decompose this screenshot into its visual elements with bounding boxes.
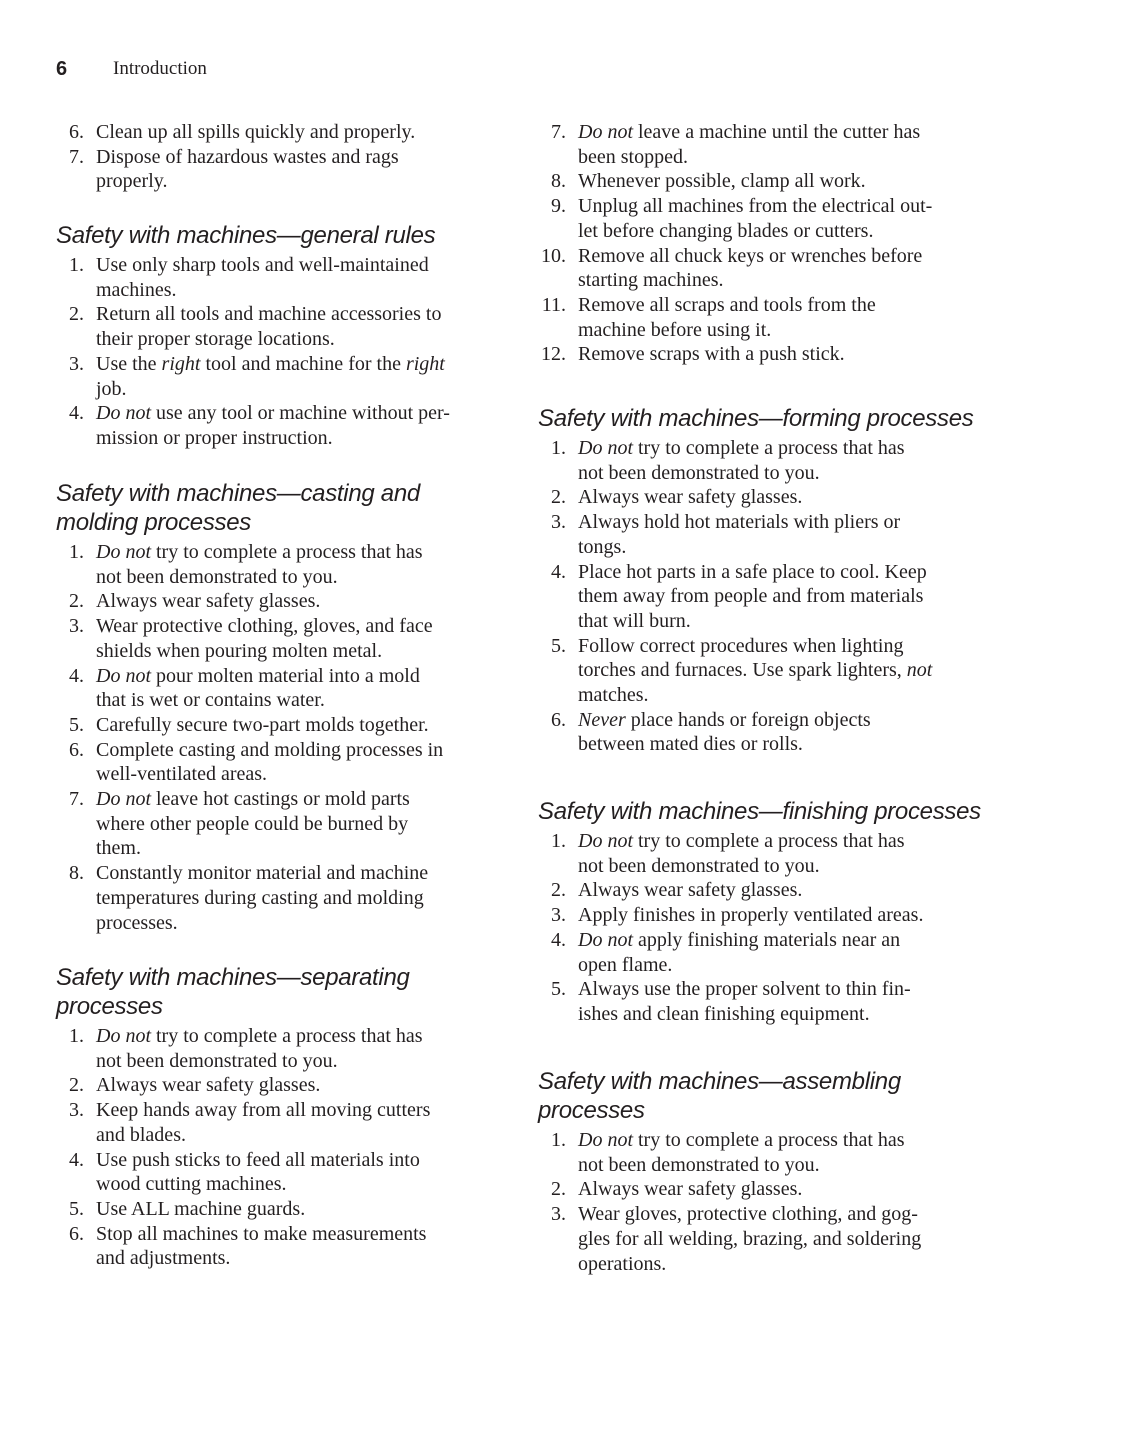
section-heading <box>538 797 981 826</box>
item-number: 10. <box>541 244 566 267</box>
item-number: 3. <box>551 904 566 927</box>
item-line: Do not leave a machine until the cutter has <box>578 121 921 143</box>
item-line: and blades. <box>96 1123 186 1146</box>
list-item <box>56 1148 430 1197</box>
list-item <box>538 1202 921 1276</box>
item-line: between mated dies or rolls. <box>578 733 803 756</box>
emphasis-text: Do not <box>96 664 151 687</box>
item-line: Always wear safety glasses. <box>578 1178 803 1201</box>
item-line: Do not try to complete a process that has <box>578 437 905 459</box>
item-line: matches. <box>578 684 649 707</box>
item-line: and adjustments. <box>96 1247 231 1270</box>
item-number: 9. <box>551 195 566 218</box>
item-number: 4. <box>551 928 566 951</box>
item-line: machine before using it. <box>578 318 772 341</box>
list-item <box>538 485 973 510</box>
item-number: 4. <box>69 1148 84 1171</box>
item-line: Do not leave hot castings or mold parts <box>96 788 410 811</box>
list-item <box>56 861 443 935</box>
item-line: gles for all welding, brazing, and soldering <box>578 1227 922 1250</box>
item-line: Whenever possible, clamp all work. <box>578 170 866 193</box>
item-line: not been demonstrated to you. <box>578 1153 820 1176</box>
item-line: Do not try to complete a process that has <box>96 541 423 563</box>
heading-line: Safety with machines—separating <box>56 964 410 991</box>
item-line: Use only sharp tools and well-maintained <box>96 254 429 276</box>
item-number: 1. <box>551 1129 566 1151</box>
item-line: Do not try to complete a process that has <box>96 1025 423 1047</box>
item-line: tongs. <box>578 535 627 558</box>
item-number: 1. <box>551 830 566 852</box>
item-number: 5. <box>551 978 566 1001</box>
list-item <box>538 708 973 757</box>
list-item <box>538 928 981 977</box>
item-number: 2. <box>551 486 566 509</box>
item-number: 6. <box>69 1222 84 1245</box>
item-number: 6. <box>551 708 566 731</box>
section-casting-molding <box>56 479 443 935</box>
item-number: 1. <box>69 254 84 276</box>
item-line: Always wear safety glasses. <box>96 1074 321 1097</box>
list-item <box>56 664 443 713</box>
item-number: 2. <box>551 1178 566 1201</box>
item-line: Do not try to complete a process that has <box>578 1129 905 1151</box>
list-item <box>56 540 443 589</box>
item-line: Wear protective clothing, gloves, and face <box>96 615 433 638</box>
list-item <box>538 878 981 903</box>
list-item <box>56 1098 430 1147</box>
list-item <box>56 614 443 663</box>
item-line: Unplug all machines from the electrical out- <box>578 195 933 218</box>
item-line: Use push sticks to feed all materials into <box>96 1148 420 1171</box>
item-number: 3. <box>69 1099 84 1122</box>
item-line: Wear gloves, protective clothing, and gog- <box>578 1203 918 1226</box>
emphasis-text: Do not <box>96 1025 151 1047</box>
emphasis-text: Do not <box>578 928 633 951</box>
emphasis-text: Do not <box>578 121 633 143</box>
list-item <box>538 120 932 169</box>
heading-line: Safety with machines—casting and <box>56 480 420 507</box>
heading-line: Safety with machines—finishing processes <box>538 798 981 825</box>
item-line: not been demonstrated to you. <box>578 854 820 877</box>
item-number: 1. <box>69 541 84 563</box>
item-line: them away from people and from materials <box>578 585 924 608</box>
item-line: Clean up all spills quickly and properly. <box>96 121 416 143</box>
item-line: them. <box>96 837 141 860</box>
item-number: 4. <box>69 402 84 425</box>
item-number: 2. <box>69 1074 84 1097</box>
item-line: Stop all machines to make measurements <box>96 1222 427 1245</box>
emphasis-text: Do not <box>578 1129 633 1151</box>
item-number: 1. <box>69 1025 84 1047</box>
list-item <box>538 342 932 367</box>
item-line: Always hold hot materials with pliers or <box>578 511 901 534</box>
heading-line: processes <box>56 993 163 1020</box>
item-line: torches and furnaces. Use spark lighters, not <box>578 659 933 682</box>
list-item <box>56 713 443 738</box>
list-item <box>538 977 981 1026</box>
item-number: 2. <box>69 590 84 613</box>
item-line: Remove scraps with a push stick. <box>578 343 845 366</box>
item-line: Do not use any tool or machine without per- <box>96 402 450 425</box>
section-heading <box>538 1067 921 1125</box>
list-item <box>538 436 973 485</box>
page-number: 6 <box>56 58 68 80</box>
item-number: 12. <box>541 343 566 366</box>
emphasis-text: right <box>405 352 445 375</box>
item-line: Always use the proper solvent to thin fin- <box>578 978 911 1001</box>
list-item <box>538 903 981 928</box>
section-heading <box>56 479 443 537</box>
item-line: Follow correct procedures when lighting <box>578 634 904 657</box>
emphasis-text: right <box>161 352 201 375</box>
item-line: starting machines. <box>578 269 724 292</box>
heading-line: molding processes <box>56 509 251 536</box>
item-number: 4. <box>551 560 566 583</box>
item-line: Do not apply finishing materials near an <box>578 928 901 951</box>
item-number: 11. <box>541 293 566 316</box>
item-line: open flame. <box>578 953 673 976</box>
section-finishing <box>538 797 981 1027</box>
list-item <box>56 352 450 401</box>
item-line: Always wear safety glasses. <box>96 590 321 613</box>
item-number: 4. <box>69 664 84 687</box>
heading-line: Safety with machines—forming processes <box>538 405 974 432</box>
emphasis-text: Do not <box>96 541 151 563</box>
item-number: 2. <box>551 879 566 902</box>
section-separating <box>56 963 430 1271</box>
item-number: 3. <box>69 352 84 375</box>
item-line: Never place hands or foreign objects <box>578 708 871 731</box>
item-line: not been demonstrated to you. <box>96 565 338 588</box>
item-number: 6. <box>69 121 84 143</box>
list-item <box>538 244 932 293</box>
heading-line: Safety with machines—assembling <box>538 1068 901 1095</box>
list-item <box>538 560 973 634</box>
item-line: been stopped. <box>578 145 688 168</box>
section-heading <box>538 404 973 433</box>
item-line: processes. <box>96 911 178 934</box>
item-number: 5. <box>69 1197 84 1220</box>
item-line: Dispose of hazardous wastes and rags <box>96 145 399 168</box>
item-number: 5. <box>69 713 84 736</box>
item-line: Place hot parts in a safe place to cool. Keep <box>578 560 927 583</box>
item-number: 3. <box>551 1203 566 1226</box>
item-line: Always wear safety glasses. <box>578 486 803 509</box>
list-item <box>56 589 443 614</box>
emphasis-text: Do not <box>96 788 151 811</box>
item-number: 6. <box>69 738 84 761</box>
list-item <box>56 302 450 351</box>
emphasis-text: Do not <box>578 830 633 852</box>
list-item <box>538 293 932 342</box>
list-item <box>538 1128 921 1177</box>
item-line: well-ventilated areas. <box>96 763 268 786</box>
item-line: properly. <box>96 170 168 193</box>
list-item <box>56 1024 430 1073</box>
item-line: not been demonstrated to you. <box>96 1049 338 1072</box>
item-line: that will burn. <box>578 609 691 632</box>
item-line: where other people could be burned by <box>96 812 409 835</box>
section-assembling <box>538 1067 921 1276</box>
item-number: 7. <box>69 788 84 811</box>
item-line: Keep hands away from all moving cutters <box>96 1099 431 1122</box>
section-heading <box>56 221 450 250</box>
list-item <box>538 1177 921 1202</box>
list-item <box>538 829 981 878</box>
section-heading <box>56 963 430 1021</box>
item-line: temperatures during casting and molding <box>96 886 424 909</box>
emphasis-text: not <box>906 659 933 682</box>
item-line: operations. <box>578 1252 667 1275</box>
list-item <box>56 1073 430 1098</box>
item-line: Apply finishes in properly ventilated areas. <box>578 904 924 927</box>
item-line: not been demonstrated to you. <box>578 461 820 484</box>
item-line: Carefully secure two-part molds together. <box>96 713 429 736</box>
item-line: machines. <box>96 278 177 301</box>
emphasis-text: Do not <box>96 402 151 425</box>
list-item <box>56 120 415 145</box>
list-item <box>538 510 973 559</box>
item-number: 8. <box>551 170 566 193</box>
item-line: Always wear safety glasses. <box>578 879 803 902</box>
section-general-rules <box>56 221 450 451</box>
item-line: Complete casting and molding processes in <box>96 738 444 761</box>
heading-line: Safety with machines—general rules <box>56 222 436 249</box>
item-line: Return all tools and machine accessories to <box>96 303 442 326</box>
list-item <box>56 1197 430 1222</box>
item-line: Do not try to complete a process that has <box>578 830 905 852</box>
list-item <box>56 738 443 787</box>
heading-line: processes <box>538 1097 645 1124</box>
right-continued-list <box>538 120 932 367</box>
list-item <box>538 169 932 194</box>
list-item <box>56 401 450 450</box>
section-forming <box>538 404 973 757</box>
item-number: 7. <box>551 121 566 143</box>
item-line: that is wet or contains water. <box>96 689 325 712</box>
list-item <box>538 194 932 243</box>
item-line: mission or proper instruction. <box>96 426 333 449</box>
list-item <box>538 634 973 708</box>
item-number: 3. <box>551 511 566 534</box>
item-line: Use the right tool and machine for the right <box>96 352 445 375</box>
item-number: 8. <box>69 862 84 885</box>
item-line: Use ALL machine guards. <box>96 1197 306 1220</box>
item-number: 7. <box>69 145 84 168</box>
item-line: wood cutting machines. <box>96 1173 287 1196</box>
item-line: Do not pour molten material into a mold <box>96 664 420 687</box>
item-line: Remove all chuck keys or wrenches before <box>578 244 923 267</box>
list-item <box>56 145 415 194</box>
emphasis-text: Never <box>578 708 626 731</box>
item-number: 5. <box>551 634 566 657</box>
item-line: their proper storage locations. <box>96 328 335 351</box>
item-line: shields when pouring molten metal. <box>96 639 383 662</box>
item-line: let before changing blades or cutters. <box>578 219 874 242</box>
emphasis-text: Do not <box>578 437 633 459</box>
left-intro-list <box>56 120 415 194</box>
item-line: Constantly monitor material and machine <box>96 862 429 885</box>
item-line: Remove all scraps and tools from the <box>578 293 876 316</box>
item-number: 1. <box>551 437 566 459</box>
running-header-title: Introduction <box>113 58 207 79</box>
item-number: 2. <box>69 303 84 326</box>
list-item <box>56 787 443 861</box>
item-line: job. <box>96 377 127 400</box>
item-number: 3. <box>69 615 84 638</box>
list-item <box>56 253 450 302</box>
item-line: ishes and clean finishing equipment. <box>578 1002 870 1025</box>
list-item <box>56 1222 430 1271</box>
